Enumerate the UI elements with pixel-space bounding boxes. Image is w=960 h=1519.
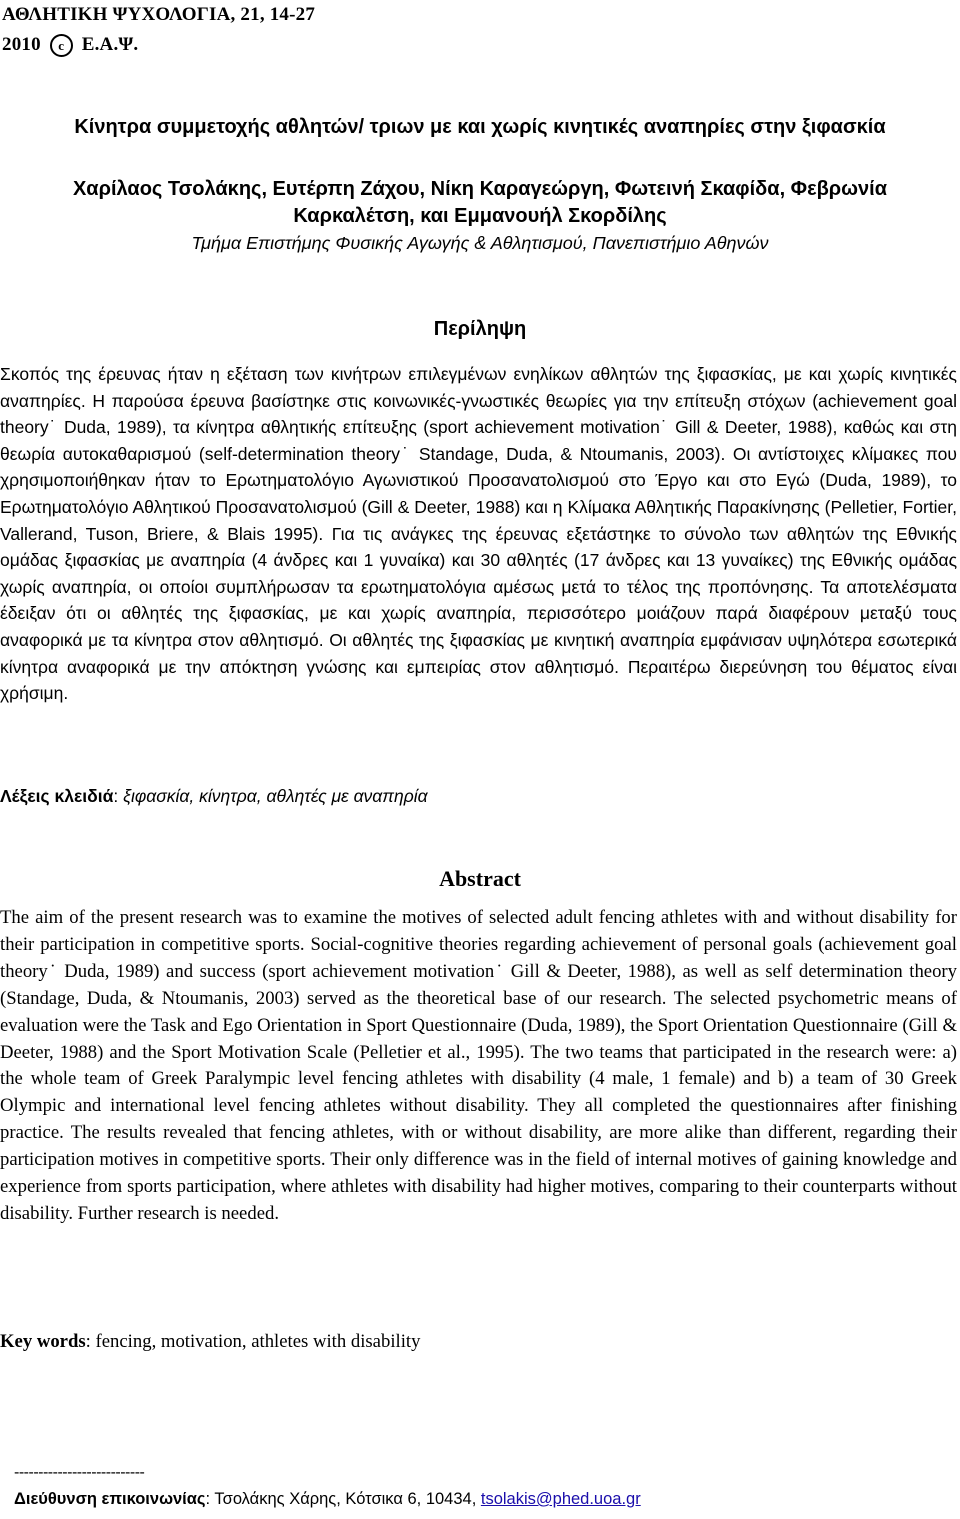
english-abstract-heading: Abstract: [439, 866, 521, 891]
english-keywords-value: fencing, motivation, athletes with disability: [95, 1331, 421, 1352]
contact-email-link[interactable]: tsolakis@phed.uoa.gr: [480, 1490, 641, 1508]
author-line-2: Καρκαλέτση, και Εμμανουήλ Σκορδίλης: [293, 205, 667, 227]
greek-keywords: [0, 786, 957, 807]
paper-title: Κίνητρα συμμετοχής αθλητών/ τριων με και χωρίς κινητικές αναπηρίες στην ξιφασκία: [74, 116, 886, 138]
affiliation: Τμήμα Επιστήμης Φυσικής Αγωγής & Αθλητισμού, Πανεπιστήμιο Αθηνών: [191, 233, 769, 253]
contact-label: Διεύθυνση επικοινωνίας: [14, 1490, 206, 1508]
author-list: [0, 176, 960, 230]
journal-citation: ΑΘΛΗΤΙΚΗ ΨΥΧΟΛΟΓΙΑ, 21, 14-27: [2, 4, 316, 25]
journal-year: 2010: [2, 34, 41, 55]
journal-publisher: Ε.Α.Ψ.: [81, 34, 139, 55]
greek-abstract-heading: Περίληψη: [433, 318, 527, 340]
greek-keywords-colon: :: [113, 786, 124, 806]
english-keywords: [0, 1331, 957, 1353]
author-line-1: Χαρίλαος Τσολάκης, Ευτέρπη Ζάχου, Νίκη Καραγεώργη, Φωτεινή Σκαφίδα, Φεβρωνία: [72, 178, 888, 200]
english-keywords-label: Key words: [0, 1331, 86, 1352]
journal-header: [2, 0, 315, 60]
greek-keywords-label: Λέξεις κλειδιά: [0, 786, 114, 806]
contact-footnote: [14, 1490, 641, 1509]
english-keywords-colon: :: [85, 1331, 96, 1352]
greek-keywords-value: ξιφασκία, κίνητρα, αθλητές με αναπηρία: [123, 786, 428, 806]
english-abstract-text: The aim of the present research was to examine the motives of selected adult fencing athletes with and without disability for their participation in competitive sports. Social-cognitive theories regarding achievement of personal goals (achievement goal theory˙ Duda, 1989) and success (sport achievement motivation˙ Gill & Deeter, 1988), as well as self determination theory (Standage, Duda, & Ntoumanis, 2003) served as the theoretical base of our research. The selected psychometric means of evaluation were the Task and Ego Orientation in Sport Questionnaire (Duda, 1989), the Sport Orientation Questionnaire (Gill & Deeter, 1988) and the Sport Motivation Scale (Pelletier et al., 1995). The two teams that participated in the research were: a) the whole team of Greek Paralympic level fencing athletes with disability (4 male, 1 female) and b) a team of 30 Greek Olympic and international level fencing athletes without disability. They all completed the questionnaires after finishing practice. The results revealed that fencing athletes, with or without disability, are more alike than different, regarding their participation motives in competitive sports. Their only difference was in the field of internal motives of gaining knowledge and experience from sports participation, where athletes with disability had higher motives, comparing to their counterparts without disability. Further research is needed.: [0, 907, 957, 1224]
footnote-rule: ---------------------------: [14, 1464, 145, 1481]
contact-colon: :: [205, 1490, 215, 1508]
journal-year-line: [2, 30, 315, 60]
copyright-icon: c: [50, 34, 73, 57]
contact-address: Τσολάκης Χάρης, Κότσικα 6, 10434,: [214, 1490, 477, 1508]
greek-abstract-text: Σκοπός της έρευνας ήταν η εξέταση των κινήτρων επιλεγμένων ενηλίκων αθλητών της ξιφασκίας, με και χωρίς κινητικές αναπηρίες. Η παρούσα έρευνα βασίστηκε στις κοινωνικές-γνωστικές θεωρίες για την επίτευξη στόχων (achievement goal theory˙ Duda, 1989), τα κίνητρα αθλητικής επίτευξης (sport achievement motivation˙ Gill & Deeter, 1988), καθώς και στη θεωρία αυτοκαθαρισμού (self-determination theory˙ Standage, Duda, & Ntoumanis, 2003). Οι αντίστοιχες κλίμακες που χρησιμοποιήθηκαν ήταν το Ερωτηματολόγιο Αγωνιστικού Προσανατολισμού στο Έργο και στο Εγώ (Duda, 1989), το Ερωτηματολόγιο Αθλητικού Προσανατολισμού (Gill & Deeter, 1988) και η Κλίμακα Αθλητικής Παρακίνησης (Pelletier, Fortier, Vallerand, Tuson, Briere, & Blais 1995). Για τις ανάγκες της έρευνας εξετάστηκε το σύνολο των αθλητών της Εθνικής ομάδας ξιφασκίας με αναπηρία (4 άνδρες και 1 γυναίκα) και 30 αθλητές (17 άνδρες και 13 γυναίκες) της Εθνικής ομάδας χωρίς αναπηρία, οι οποίοι συμπλήρωσαν τα ερωτηματολόγια αμέσως μετά το τέλος της προπόνησης. Τα αποτελέσματα έδειξαν ότι οι αθλητές της ξιφασκίας, με και χωρίς αναπηρία, περισσότερο μοιάζουν παρά διαφέρουν μεταξύ τους αναφορικά με τα κίνητρα στον αθλητισμό. Οι αθλητές της ξιφασκίας με κινητική αναπηρία εμφάνισαν υψηλότερα εσωτερικά κίνητρα αναφορικά με την απόκτηση γνώσης και εμπειρίας στον αθλητισμό. Περαιτέρω διερεύνηση του θέματος είναι χρήσιμη.: [0, 364, 957, 704]
